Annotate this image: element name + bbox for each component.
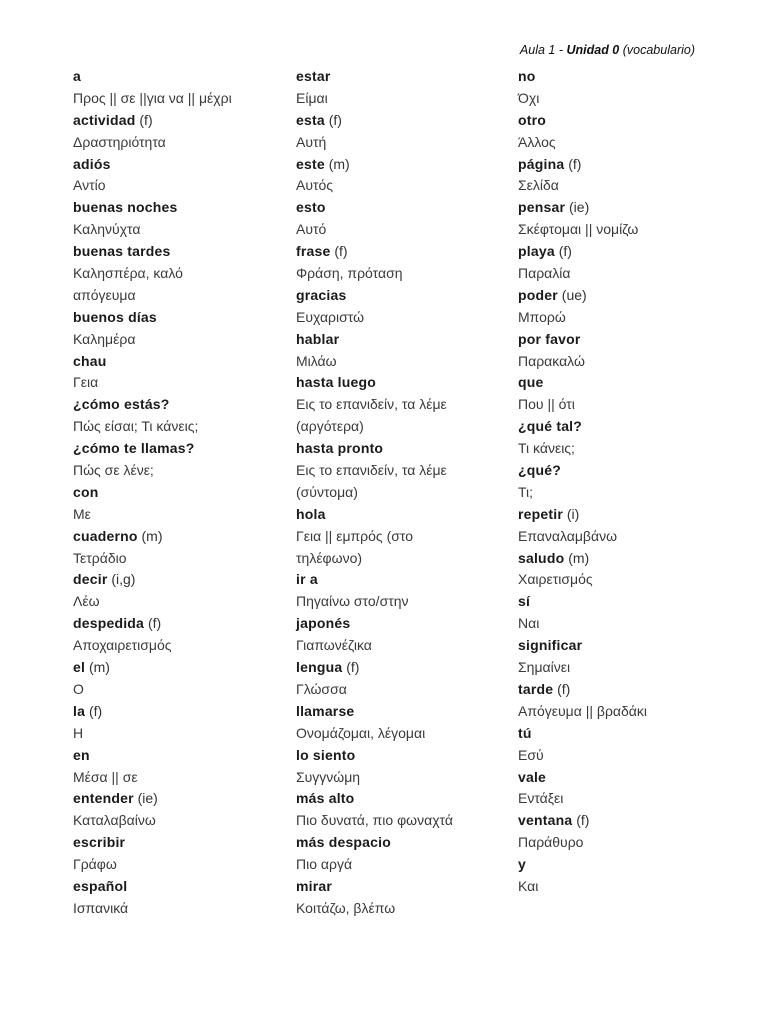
spanish-term: hasta pronto — [296, 440, 384, 457]
greek-translation: Γιαπωνέζικα — [296, 637, 372, 654]
spanish-term: ¿cómo te llamas? — [73, 440, 195, 457]
spanish-term: frase — [296, 243, 331, 260]
greek-translation: τηλέφωνο) — [296, 549, 363, 566]
spanish-term: significar — [518, 637, 583, 654]
grammar-note: (f) — [139, 111, 153, 128]
entry-term-line — [296, 657, 511, 679]
entry-term-line — [296, 701, 511, 723]
greek-translation: Σελίδα — [518, 177, 559, 194]
entry-term-line — [518, 329, 733, 351]
greek-translation: Ναι — [518, 615, 540, 632]
entry-term-line — [296, 197, 511, 219]
spanish-term: escribir — [73, 834, 126, 851]
vocabulary-entry — [73, 657, 288, 701]
greek-translation: Γεια — [73, 374, 99, 391]
greek-translation: Εντάξει — [518, 790, 564, 807]
entry-term-line — [296, 832, 511, 854]
spanish-term: este — [296, 155, 325, 172]
vocabulary-entry — [518, 810, 733, 854]
spanish-term: tarde — [518, 680, 554, 697]
vocabulary-entry — [518, 197, 733, 241]
entry-term-line — [73, 657, 288, 679]
entry-term-line — [518, 854, 733, 876]
vocabulary-entry — [518, 372, 733, 416]
grammar-note: (m) — [141, 527, 163, 544]
greek-translation: Μέσα || σε — [73, 768, 138, 785]
entry-term-line — [73, 613, 288, 635]
vocabulary-entry — [518, 723, 733, 767]
entry-term-line — [296, 504, 511, 526]
entry-term-line — [518, 416, 733, 438]
entry-term-line — [518, 504, 733, 526]
vocabulary-entry — [296, 285, 511, 329]
grammar-note: (f) — [557, 680, 571, 697]
vocabulary-entry — [296, 66, 511, 110]
vocabulary-entry — [73, 351, 288, 395]
vocabulary-entry — [296, 438, 511, 504]
spanish-term: despedida — [73, 615, 145, 632]
spanish-term: ¿qué tal? — [518, 418, 583, 435]
greek-translation: Παραλία — [518, 265, 571, 282]
vocabulary-entry — [518, 679, 733, 723]
spanish-term: entender — [73, 790, 134, 807]
greek-translation: Ονομάζομαι, λέγομαι — [296, 724, 426, 741]
grammar-note: (f) — [334, 243, 348, 260]
entry-term-line — [73, 701, 288, 723]
vocabulary-entry — [73, 66, 288, 110]
entry-term-line — [296, 154, 511, 176]
entry-term-line — [73, 66, 288, 88]
spanish-term: ir a — [296, 571, 318, 588]
vocabulary-entry — [296, 788, 511, 832]
vocabulary-entry — [518, 460, 733, 504]
greek-translation: Καλησπέρα, καλό — [73, 265, 183, 282]
spanish-term: actividad — [73, 111, 136, 128]
spanish-term: buenos días — [73, 308, 157, 325]
greek-translation: (αργότερα) — [296, 418, 364, 435]
spanish-term: y — [518, 856, 526, 873]
greek-translation: Δραστηριότητα — [73, 133, 166, 150]
vocabulary-entry — [296, 504, 511, 570]
greek-translation: Συγγνώμη — [296, 768, 361, 785]
header-section: (vocabulario) — [619, 43, 695, 57]
vocabulary-entry — [73, 241, 288, 307]
spanish-term: hablar — [296, 330, 340, 347]
spanish-term: saludo — [518, 549, 565, 566]
vocabulary-entry — [296, 329, 511, 373]
grammar-note: (f) — [558, 243, 572, 260]
entry-term-line — [518, 241, 733, 263]
vocabulary-entry — [518, 635, 733, 679]
vocabulary-entry — [73, 701, 288, 745]
entry-term-line — [73, 438, 288, 460]
entry-term-line — [296, 569, 511, 591]
spanish-term: página — [518, 155, 565, 172]
greek-translation: Με — [73, 505, 91, 522]
vocabulary-entry — [518, 285, 733, 329]
entry-term-line — [73, 307, 288, 329]
greek-translation: Αποχαιρετισμός — [73, 637, 172, 654]
greek-translation: Τετράδιο — [73, 549, 127, 566]
entry-term-line — [518, 767, 733, 789]
grammar-note: (i,g) — [111, 571, 136, 588]
entry-term-line — [518, 810, 733, 832]
entry-term-line — [518, 372, 733, 394]
entry-term-line — [518, 635, 733, 657]
header-course: Aula 1 - — [519, 43, 567, 57]
vocabulary-entry — [73, 307, 288, 351]
vocabulary-entry — [518, 767, 733, 811]
grammar-note: (f) — [328, 111, 342, 128]
spanish-term: llamarse — [296, 702, 355, 719]
greek-translation: Είμαι — [296, 89, 328, 106]
entry-term-line — [518, 723, 733, 745]
greek-translation: Εσύ — [518, 746, 544, 763]
entry-term-line — [296, 285, 511, 307]
vocabulary-entry — [518, 329, 733, 373]
grammar-note: (ie) — [137, 790, 158, 807]
entry-term-line — [296, 745, 511, 767]
greek-translation: Αυτό — [296, 221, 327, 238]
entry-term-line — [73, 241, 288, 263]
vocabulary-entry — [73, 482, 288, 526]
entry-term-line — [518, 110, 733, 132]
entry-term-line — [73, 745, 288, 767]
spanish-term: la — [73, 702, 86, 719]
greek-translation: Καλημέρα — [73, 330, 136, 347]
spanish-term: por favor — [518, 330, 581, 347]
greek-translation: Προς || σε ||για να || μέχρι — [73, 89, 232, 106]
greek-translation: (σύντομα) — [296, 483, 358, 500]
vocabulary-entry — [518, 416, 733, 460]
greek-translation: Γλώσσα — [296, 680, 347, 697]
grammar-note: (m) — [568, 549, 590, 566]
grammar-note: (m) — [328, 155, 350, 172]
entry-term-line — [73, 110, 288, 132]
entry-term-line — [518, 679, 733, 701]
spanish-term: poder — [518, 286, 558, 303]
spanish-term: decir — [73, 571, 108, 588]
entry-term-line — [296, 110, 511, 132]
vocabulary-entry — [73, 788, 288, 832]
vocabulary-entry — [518, 548, 733, 592]
grammar-note: (ue) — [561, 286, 587, 303]
spanish-term: cuaderno — [73, 527, 138, 544]
vocabulary-entry — [73, 876, 288, 920]
spanish-term: esto — [296, 199, 326, 216]
entry-term-line — [296, 876, 511, 898]
header-unit: Unidad 0 — [566, 43, 620, 57]
greek-translation: Τι κάνεις; — [518, 440, 575, 457]
greek-translation: Εις το επανιδείν, τα λέμε — [296, 396, 447, 413]
vocabulary-entry — [518, 504, 733, 548]
greek-translation: απόγευμα — [73, 286, 136, 303]
entry-term-line — [518, 591, 733, 613]
entry-term-line — [518, 154, 733, 176]
spanish-term: con — [73, 483, 99, 500]
greek-translation: Πώς είσαι; Τι κάνεις; — [73, 418, 199, 435]
greek-translation: Χαιρετισμός — [518, 571, 593, 588]
grammar-note: (f) — [568, 155, 582, 172]
spanish-term: lo siento — [296, 746, 356, 763]
greek-translation: Καταλαβαίνω — [73, 812, 156, 829]
greek-translation: Ο — [73, 680, 84, 697]
spanish-term: a — [73, 68, 81, 84]
vocabulary-entry — [296, 613, 511, 657]
spanish-term: hasta luego — [296, 374, 376, 391]
entry-term-line — [73, 394, 288, 416]
spanish-term: estar — [296, 68, 331, 84]
entry-term-line — [296, 66, 511, 88]
spanish-term: hola — [296, 505, 326, 522]
spanish-term: ventana — [518, 812, 573, 829]
grammar-note: (i) — [566, 505, 580, 522]
greek-translation: Επαναλαμβάνω — [518, 527, 618, 544]
vocabulary-entry — [518, 591, 733, 635]
greek-translation: Και — [518, 877, 539, 894]
vocabulary-entry — [73, 394, 288, 438]
vocabulary-entry — [296, 745, 511, 789]
spanish-term: ¿qué? — [518, 462, 561, 479]
spanish-term: otro — [518, 111, 547, 128]
vocabulary-entry — [518, 66, 733, 110]
entry-term-line — [73, 876, 288, 898]
spanish-term: chau — [73, 352, 107, 369]
vocabulary-entry — [73, 154, 288, 198]
vocabulary-entry — [296, 154, 511, 198]
vocabulary-entry — [73, 569, 288, 613]
vocabulary-entry — [296, 876, 511, 920]
vocabulary-entry — [73, 613, 288, 657]
spanish-term: más alto — [296, 790, 355, 807]
grammar-note: (f) — [88, 702, 103, 719]
entry-term-line — [296, 438, 511, 460]
entry-term-line — [518, 285, 733, 307]
spanish-term: buenas tardes — [73, 243, 171, 260]
greek-translation: Σημαίνει — [518, 659, 571, 676]
grammar-note: (m) — [88, 659, 110, 676]
spanish-term: más despacio — [296, 834, 391, 851]
spanish-term: no — [518, 68, 536, 84]
vocabulary-entry — [296, 701, 511, 745]
page-header — [520, 43, 695, 57]
vocabulary-column-3 — [518, 66, 733, 898]
greek-translation: Παράθυρο — [518, 834, 584, 851]
greek-translation: Πιο δυνατά, πιο φωναχτά — [296, 812, 453, 829]
spanish-term: japonés — [296, 615, 351, 632]
entry-term-line — [73, 482, 288, 504]
vocabulary-entry — [73, 438, 288, 482]
entry-term-line — [518, 460, 733, 482]
vocabulary-entry — [73, 110, 288, 154]
greek-translation: Γράφω — [73, 856, 117, 873]
grammar-note: (f) — [346, 659, 360, 676]
entry-term-line — [296, 613, 511, 635]
spanish-term: mirar — [296, 877, 333, 894]
entry-term-line — [296, 329, 511, 351]
spanish-term: playa — [518, 243, 555, 260]
entry-term-line — [296, 372, 511, 394]
greek-translation: Κοιτάζω, βλέπω — [296, 899, 396, 916]
vocabulary-entry — [518, 154, 733, 198]
vocabulary-entry — [518, 110, 733, 154]
vocabulary-entry — [296, 110, 511, 154]
greek-translation: Η — [73, 724, 84, 741]
spanish-term: que — [518, 374, 544, 391]
entry-term-line — [73, 788, 288, 810]
vocabulary-entry — [296, 241, 511, 285]
spanish-term: el — [73, 659, 86, 676]
vocabulary-entry — [73, 197, 288, 241]
greek-translation: Ισπανικά — [73, 899, 129, 916]
greek-translation: Που || ότι — [518, 396, 575, 413]
entry-term-line — [73, 526, 288, 548]
greek-translation: Άλλος — [518, 133, 556, 150]
spanish-term: en — [73, 746, 90, 763]
vocabulary-entry — [73, 526, 288, 570]
grammar-note: (f) — [147, 615, 162, 632]
spanish-term: sí — [518, 593, 531, 610]
greek-translation: Όχι — [518, 89, 540, 106]
vocabulary-entry — [73, 745, 288, 789]
spanish-term: ¿cómo estás? — [73, 396, 170, 413]
vocabulary-entry — [296, 657, 511, 701]
spanish-term: vale — [518, 768, 547, 785]
entry-term-line — [518, 548, 733, 570]
greek-translation: Σκέφτομαι || νομίζω — [518, 221, 639, 238]
greek-translation: Φράση, πρόταση — [296, 265, 403, 282]
greek-translation: Ευχαριστώ — [296, 308, 365, 325]
greek-translation: Λέω — [73, 593, 100, 610]
greek-translation: Μπορώ — [518, 308, 566, 325]
spanish-term: adiós — [73, 155, 111, 172]
greek-translation: Παρακαλώ — [518, 352, 585, 369]
entry-term-line — [296, 788, 511, 810]
spanish-term: esta — [296, 111, 325, 128]
vocabulary-entry — [518, 854, 733, 898]
spanish-term: gracias — [296, 286, 347, 303]
greek-translation: Πώς σε λένε; — [73, 462, 154, 479]
greek-translation: Καληνύχτα — [73, 221, 141, 238]
vocabulary-entry — [296, 372, 511, 438]
vocabulary-entry — [73, 832, 288, 876]
entry-term-line — [296, 241, 511, 263]
vocabulary-column-2 — [296, 66, 511, 920]
vocabulary-entry — [296, 832, 511, 876]
spanish-term: lengua — [296, 659, 343, 676]
grammar-note: (ie) — [569, 199, 590, 216]
entry-term-line — [518, 66, 733, 88]
spanish-term: español — [73, 877, 128, 894]
greek-translation: Εις το επανιδείν, τα λέμε — [296, 462, 447, 479]
entry-term-line — [73, 197, 288, 219]
entry-term-line — [73, 154, 288, 176]
vocabulary-column-1 — [73, 66, 288, 920]
greek-translation: Αυτός — [296, 177, 334, 194]
greek-translation: Αντίο — [73, 177, 106, 194]
vocabulary-entry — [518, 241, 733, 285]
spanish-term: pensar — [518, 199, 566, 216]
spanish-term: buenas noches — [73, 199, 178, 216]
vocabulary-entry — [296, 569, 511, 613]
spanish-term: tú — [518, 724, 532, 741]
spanish-term: repetir — [518, 505, 563, 522]
entry-term-line — [73, 351, 288, 373]
entry-term-line — [73, 832, 288, 854]
greek-translation: Πιο αργά — [296, 856, 353, 873]
greek-translation: Μιλάω — [296, 352, 337, 369]
grammar-note: (f) — [576, 812, 590, 829]
greek-translation: Απόγευμα || βραδάκι — [518, 702, 648, 719]
greek-translation: Αυτή — [296, 133, 327, 150]
greek-translation: Γεια || εμπρός (στο — [296, 527, 413, 544]
entry-term-line — [518, 197, 733, 219]
greek-translation: Τι; — [518, 483, 534, 500]
entry-term-line — [73, 569, 288, 591]
greek-translation: Πηγαίνω στο/στην — [296, 593, 409, 610]
vocabulary-entry — [296, 197, 511, 241]
